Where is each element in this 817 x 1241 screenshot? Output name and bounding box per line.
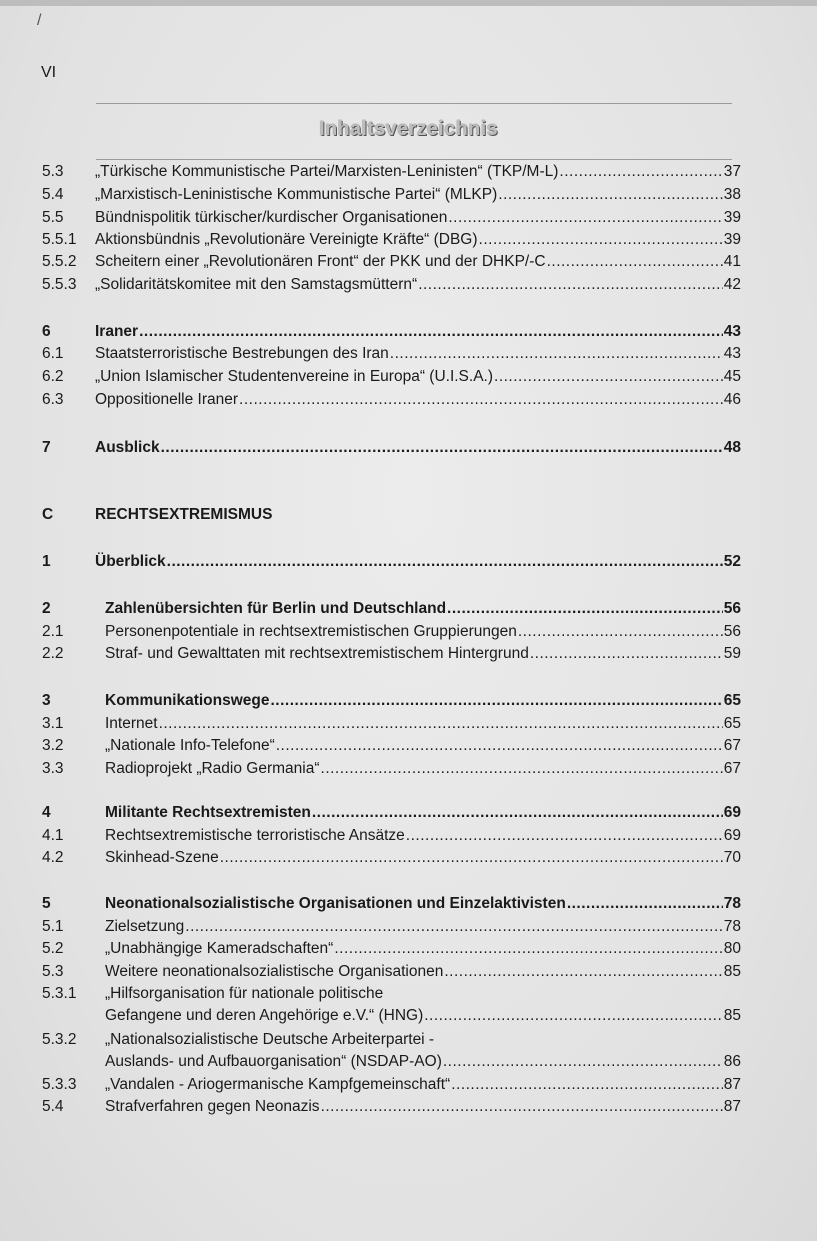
dot-leader: [518, 621, 723, 643]
toc-entry-body: [105, 690, 741, 712]
toc-entry-title: Straf- und Gewalttaten mit rechtsextremistischem Hintergrund: [105, 645, 529, 662]
dot-leader: [567, 893, 723, 915]
toc-entry: [0, 207, 817, 229]
toc-entry-title: Kommunikationswege: [105, 692, 270, 709]
toc-entry-page: 85: [723, 963, 741, 980]
toc-entry-number: 5.1: [42, 918, 64, 935]
toc-entry-page: 43: [723, 345, 741, 362]
toc-entry-page: 43: [723, 323, 741, 340]
dot-leader: [498, 184, 722, 206]
toc-entry-body: [95, 437, 741, 459]
toc-entry-page: 56: [723, 623, 741, 640]
toc-entry-number: 3.2: [42, 737, 64, 754]
toc-entry-title: Staatsterroristische Bestrebungen des Iran: [95, 345, 389, 362]
toc-entry: [0, 1074, 817, 1096]
toc-entry-number: 2.2: [42, 645, 64, 662]
toc-entry-number: 5.2: [42, 940, 64, 957]
toc-entry-body: [105, 983, 741, 1005]
dot-leader: [276, 735, 723, 757]
toc-entry-title: Radioprojekt „Radio Germania“: [105, 760, 320, 777]
toc-entry: [0, 229, 817, 251]
dot-leader: [220, 847, 723, 869]
toc-entry-title: „Nationalsozialistische Deutsche Arbeiterpartei -: [105, 1031, 435, 1048]
toc-entry-body: [95, 251, 741, 273]
toc-entry-body: [95, 343, 741, 365]
toc-entry-title: „Unabhängige Kameradschaften“: [105, 940, 334, 957]
toc-entry-title: Neonationalsozialistische Organisationen und Einzelaktivisten: [105, 895, 566, 912]
toc-entry-page: 52: [723, 553, 741, 570]
toc-entry-number: C: [42, 506, 54, 523]
toc-entry-page: 69: [723, 827, 741, 844]
toc-entry-body: [105, 713, 741, 735]
toc-entry-body: [105, 758, 741, 780]
dot-leader: [321, 1096, 723, 1118]
bottom-rule: [96, 159, 732, 160]
toc-entry: [0, 389, 817, 411]
toc-entry-page: 70: [723, 849, 741, 866]
toc-entry-page: 85: [723, 1007, 741, 1024]
toc-entry-page: 87: [723, 1098, 741, 1115]
toc-entry-page: 38: [723, 186, 741, 203]
toc-entry-body: [105, 598, 741, 620]
dot-leader: [443, 1051, 723, 1073]
toc-entry-title: Strafverfahren gegen Neonazis: [105, 1098, 320, 1115]
dot-leader: [494, 366, 723, 388]
toc-entry: [0, 437, 817, 459]
toc-entry-title: Ausblick: [95, 439, 160, 456]
toc-entry-body: [105, 1074, 741, 1096]
dot-leader: [424, 1005, 723, 1027]
toc-entry-title: RECHTSEXTREMISMUS: [95, 506, 273, 523]
toc-entry-title: Rechtsextremistische terroristische Ansätze: [105, 827, 405, 844]
toc-entry-number: 5.3: [42, 963, 64, 980]
toc-entry-page: 56: [723, 600, 741, 617]
toc-entry-page: 78: [723, 918, 741, 935]
top-rule: [96, 103, 732, 104]
toc-entry-body: [105, 916, 741, 938]
toc-entry-page: 80: [723, 940, 741, 957]
toc-entry-body: [105, 893, 741, 915]
toc-entry: [0, 690, 817, 712]
toc-entry-number: 2: [42, 600, 51, 617]
dot-leader: [159, 713, 723, 735]
toc-entry: [0, 938, 817, 960]
toc-entry: [0, 1096, 817, 1118]
toc-entry-body: [95, 229, 741, 251]
toc-entry-title: Auslands- und Aufbauorganisation“ (NSDAP-AO): [105, 1053, 442, 1070]
dot-leader: [479, 229, 723, 251]
toc-entry: [0, 1029, 817, 1051]
dot-leader: [390, 343, 723, 365]
toc-entry-number: 5.3.1: [42, 985, 77, 1002]
toc-entry: [0, 321, 817, 343]
page-top-edge: [0, 0, 817, 6]
toc-entry-number: 6.1: [42, 345, 64, 362]
pen-mark: /: [37, 12, 42, 29]
toc-entry-title: Scheitern einer „Revolutionären Front“ der PKK und der DHKP/-C: [95, 253, 546, 270]
toc-entry: [0, 802, 817, 824]
toc-entry-body: [105, 1005, 741, 1027]
toc-entry-body: [105, 802, 741, 824]
toc-entry: [0, 551, 817, 573]
toc-entry-number: 5.3.2: [42, 1031, 77, 1048]
dot-leader: [418, 274, 723, 296]
toc-entry-number: 3.1: [42, 715, 64, 732]
toc-entry-number: 7: [42, 439, 51, 456]
dot-leader: [406, 825, 723, 847]
toc-entry-body: [95, 207, 741, 229]
toc-entry-page: 45: [723, 368, 741, 385]
toc-entry-number: 5.5: [42, 209, 64, 226]
toc-entry: [0, 893, 817, 915]
toc-entry-title: „Union Islamischer Studentenvereine in Europa“ (U.I.S.A.): [95, 368, 494, 385]
toc-entry-title: „Nationale Info-Telefone“: [105, 737, 275, 754]
toc-entry-number: 5.5.1: [42, 231, 77, 248]
toc-entry: [0, 274, 817, 296]
toc-entry-number: 5.5.2: [42, 253, 77, 270]
toc-entry-page: 42: [723, 276, 741, 293]
toc-entry-number: 5.3.3: [42, 1076, 77, 1093]
toc-entry-body: [105, 735, 741, 757]
toc-entry: [0, 1005, 817, 1027]
toc-entry-page: 39: [723, 209, 741, 226]
dot-leader: [271, 690, 723, 712]
toc-entry-body: [95, 274, 741, 296]
toc-entry-number: 1: [42, 553, 51, 570]
toc-entry-number: 3.3: [42, 760, 64, 777]
toc-entry-title: Iraner: [95, 323, 139, 340]
toc-entry-body: [95, 366, 741, 388]
toc-entry-number: 5.4: [42, 186, 64, 203]
toc-entry-page: 46: [723, 391, 741, 408]
toc-entry-number: 6: [42, 323, 51, 340]
toc-entry-body: [105, 1029, 741, 1051]
toc-entry-page: 48: [723, 439, 741, 456]
toc-entry-title: „Hilfsorganisation für nationale politische: [105, 985, 384, 1002]
toc-entry-body: [105, 1096, 741, 1118]
toc-entry-page: 65: [723, 715, 741, 732]
dot-leader: [167, 551, 723, 573]
toc-entry-body: [105, 938, 741, 960]
toc-entry: [0, 161, 817, 183]
toc-entry: [0, 961, 817, 983]
toc-entry: [0, 713, 817, 735]
toc-entry-title: Militante Rechtsextremisten: [105, 804, 311, 821]
toc-entry: [0, 643, 817, 665]
toc-entry-page: 86: [723, 1053, 741, 1070]
toc-entry-title: Bündnispolitik türkischer/kurdischer Organisationen: [95, 209, 448, 226]
toc-entry-page: 41: [723, 253, 741, 270]
dot-leader: [139, 321, 723, 343]
toc-entry-number: 4.2: [42, 849, 64, 866]
toc-entry-body: [95, 321, 741, 343]
dot-leader: [451, 1074, 723, 1096]
toc-entry-page: 37: [723, 163, 741, 180]
toc-entry-page: 69: [723, 804, 741, 821]
toc-entry-number: 6.3: [42, 391, 64, 408]
toc-entry: [0, 598, 817, 620]
toc-entry-body: [95, 551, 741, 573]
toc-entry-title: „Vandalen - Ariogermanische Kampfgemeinschaft“: [105, 1076, 451, 1093]
toc-entry-number: 4: [42, 804, 51, 821]
toc-entry-page: 87: [723, 1076, 741, 1093]
toc-entry: [0, 621, 817, 643]
toc-entry-title: Personenpotentiale in rechtsextremistischen Gruppierungen: [105, 623, 517, 640]
dot-leader: [185, 916, 722, 938]
toc-entry-title: „Solidaritätskomitee mit den Samstagsmüttern“: [95, 276, 418, 293]
toc-entry-title: Weitere neonationalsozialistische Organisationen: [105, 963, 444, 980]
toc-entry-number: 5.4: [42, 1098, 64, 1115]
toc-entry: [0, 735, 817, 757]
dot-leader: [334, 938, 722, 960]
toc-entry-body: [105, 825, 741, 847]
toc-entry: [0, 983, 817, 1005]
toc-entry: [0, 184, 817, 206]
toc-entry-number: 2.1: [42, 623, 64, 640]
toc-entry-body: [95, 184, 741, 206]
dot-leader: [239, 389, 723, 411]
toc-entry-body: [105, 847, 741, 869]
toc-entry-title: „Türkische Kommunistische Partei/Marxisten-Leninisten“ (TKP/M-L): [95, 163, 559, 180]
toc-entry-body: [95, 161, 741, 183]
dot-leader: [312, 802, 723, 824]
toc-entry: [0, 758, 817, 780]
toc-entry: [0, 825, 817, 847]
toc-entry: [0, 1051, 817, 1073]
dot-leader: [444, 961, 722, 983]
toc-entry-number: 6.2: [42, 368, 64, 385]
toc-entry-title: Skinhead-Szene: [105, 849, 219, 866]
toc-entry: [0, 251, 817, 273]
toc-entry-number: 5.3: [42, 163, 64, 180]
toc-entry-body: [95, 389, 741, 411]
toc-entry-number: 5: [42, 895, 51, 912]
toc-entry-title: Aktionsbündnis „Revolutionäre Vereinigte Kräfte“ (DBG): [95, 231, 478, 248]
dot-leader: [447, 598, 723, 620]
toc-entry-body: [95, 504, 741, 526]
dot-leader: [530, 643, 723, 665]
toc-entry-body: [105, 961, 741, 983]
toc-entry-page: 67: [723, 737, 741, 754]
toc-entry-title: Oppositionelle Iraner: [95, 391, 239, 408]
toc-entry: [0, 847, 817, 869]
toc-entry-title: Zahlenübersichten für Berlin und Deutschland: [105, 600, 447, 617]
toc-entry-page: 65: [723, 692, 741, 709]
toc-entry-body: [105, 1051, 741, 1073]
toc-entry-page: 67: [723, 760, 741, 777]
page-number: VI: [41, 64, 57, 81]
toc-entry-body: [105, 643, 741, 665]
dot-leader: [161, 437, 723, 459]
toc-entry-page: 39: [723, 231, 741, 248]
dot-leader: [448, 207, 722, 229]
toc-entry-page: 59: [723, 645, 741, 662]
toc-entry-number: 5.5.3: [42, 276, 77, 293]
dot-leader: [559, 161, 722, 183]
dot-leader: [321, 758, 723, 780]
toc-entry-title: Zielsetzung: [105, 918, 185, 935]
toc-entry: [0, 504, 817, 526]
toc-entry: [0, 916, 817, 938]
toc-entry-page: 78: [723, 895, 741, 912]
toc-entry: [0, 343, 817, 365]
toc-entry: [0, 366, 817, 388]
toc-entry-title: „Marxistisch-Leninistische Kommunistische Partei“ (MLKP): [95, 186, 498, 203]
toc-entry-number: 3: [42, 692, 51, 709]
page-title: Inhaltsverzeichnis: [319, 118, 498, 140]
toc-entry-number: 4.1: [42, 827, 64, 844]
toc-entry-title: Gefangene und deren Angehörige e.V.“ (HNG): [105, 1007, 424, 1024]
toc-entry-body: [105, 621, 741, 643]
toc-entry-title: Internet: [105, 715, 158, 732]
toc-entry-title: Überblick: [95, 553, 166, 570]
dot-leader: [547, 251, 723, 273]
